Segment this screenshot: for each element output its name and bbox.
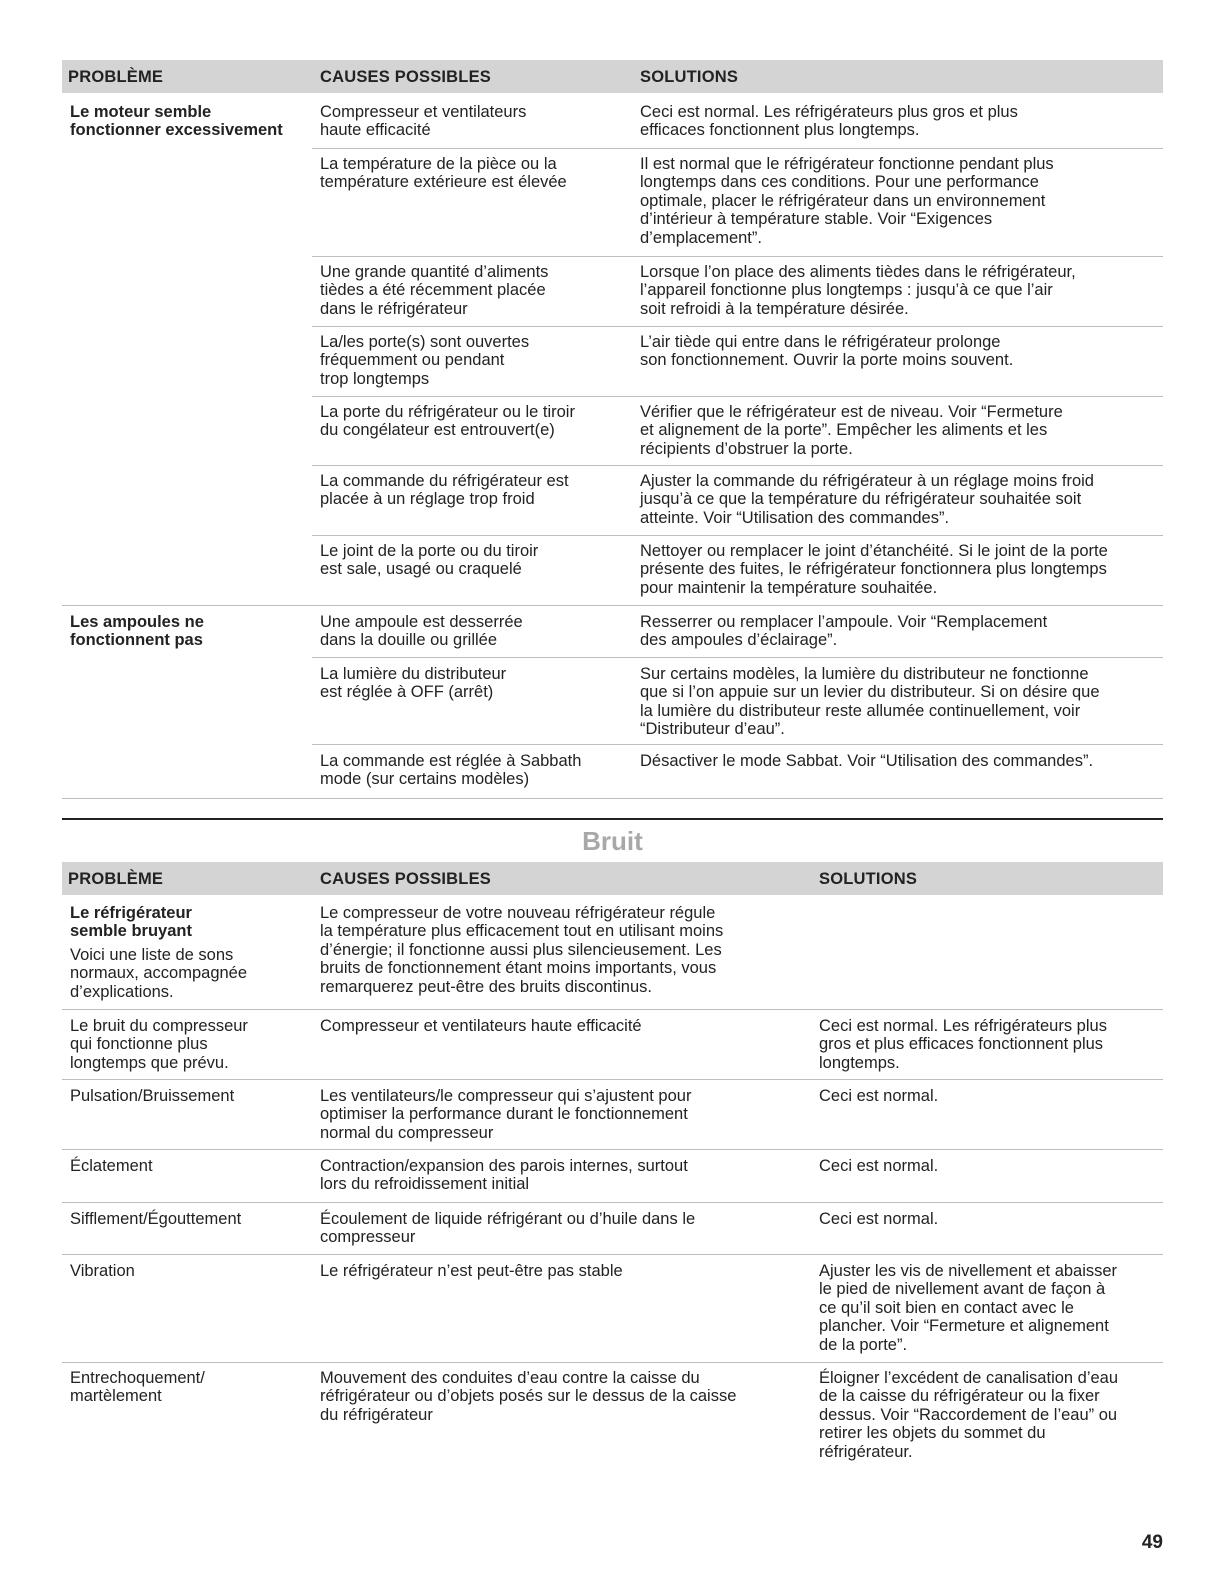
row-divider [62, 1362, 1163, 1363]
row-divider [62, 1254, 1163, 1255]
table-bottom-rule [62, 798, 1163, 799]
problem-cell: Entrechoquement/ martèlement [70, 1369, 205, 1406]
table-header [62, 862, 1163, 895]
solution-cell: Ceci est normal. [819, 1157, 939, 1175]
problem-noisy: Le réfrigérateur semble bruyant [70, 904, 192, 941]
solution-cell: Nettoyer ou remplacer le joint d’étanchéité. Si le joint de la porte présente des fuites, le réfrigérateur fonctionnera plus longtemps pour maintenir la température souhaitée. [640, 542, 1108, 597]
row-divider [312, 535, 1163, 536]
row-divider [62, 1079, 1163, 1080]
cause-cell: La/les porte(s) sont ouvertes fréquemment ou pendant trop longtemps [320, 333, 530, 388]
row-divider [312, 148, 1163, 149]
header-solutions: SOLUTIONS [819, 870, 918, 888]
solution-cell: Ceci est normal. [819, 1087, 939, 1105]
page-number: 49 [1141, 1532, 1163, 1553]
row-divider [312, 326, 1163, 327]
cause-cell: Écoulement de liquide réfrigérant ou d’huile dans le compresseur [320, 1210, 696, 1247]
problem-cell: Pulsation/Bruissement [70, 1087, 235, 1105]
table-noise [62, 862, 1163, 1482]
solution-cell: Éloigner l’excédent de canalisation d’eau de la caisse du réfrigérateur ou la fixer dessus. Voir “Raccordement de l’eau” ou retirer les objets du sommet du réfrigérateur. [819, 1369, 1119, 1461]
cause-cell: Les ventilateurs/le compresseur qui s’ajustent pour optimiser la performance durant le fonctionnement normal du compresseur [320, 1087, 692, 1142]
cause-cell: La commande est réglée à Sabbath mode (sur certains modèles) [320, 752, 582, 789]
problem-motor: Le moteur semble fonctionner excessivement [70, 103, 283, 140]
intro-cause: Le compresseur de votre nouveau réfrigérateur régule la température plus efficacement tout en utilisant moins d’énergie; il fonctionne aussi plus silencieusement. Les bruits de fonctionnement étant moins importants, vous remarquerez peut-être des bruits discontinus. [320, 904, 724, 996]
row-divider [312, 744, 1163, 745]
cause-cell: La porte du réfrigérateur ou le tiroir du congélateur est entrouvert(e) [320, 403, 575, 440]
problem-cell: Sifflement/Égouttement [70, 1210, 242, 1228]
header-causes: CAUSES POSSIBLES [320, 68, 491, 86]
cause-cell: Contraction/expansion des parois internes, surtout lors du refroidissement initial [320, 1157, 688, 1194]
solution-cell: Ceci est normal. Les réfrigérateurs plus gros et plus efficaces fonctionnent plus longtemps. [640, 103, 1018, 140]
solution-cell: Vérifier que le réfrigérateur est de niveau. Voir “Fermeture et alignement de la porte”. Empêcher les aliments et les récipients d’obstruer la porte. [640, 403, 1063, 458]
row-divider [312, 396, 1163, 397]
row-divider [62, 1009, 1163, 1010]
table-header [62, 60, 1163, 93]
solution-cell: Resserrer ou remplacer l’ampoule. Voir “Remplacement des ampoules d’éclairage”. [640, 613, 1048, 650]
problem-cell: Éclatement [70, 1157, 153, 1175]
solution-cell: Ajuster la commande du réfrigérateur à un réglage moins froid jusqu’à ce que la température du réfrigérateur souhaitée soit atteinte. Voir “Utilisation des commandes”. [640, 472, 1094, 527]
solution-cell: Ajuster les vis de nivellement et abaisser le pied de nivellement avant de façon à ce qu’il soit bien en contact avec le plancher. Voir “Fermeture et alignement de la porte”. [819, 1262, 1118, 1354]
row-divider [312, 465, 1163, 466]
header-problem: PROBLÈME [68, 870, 164, 888]
problem-cell: Le bruit du compresseur qui fonctionne plus longtemps que prévu. [70, 1017, 248, 1072]
cause-cell: Compresseur et ventilateurs haute efficacité [320, 103, 527, 140]
header-solutions: SOLUTIONS [640, 68, 739, 86]
solution-cell: L’air tiède qui entre dans le réfrigérateur prolonge son fonctionnement. Ouvrir la porte moins souvent. [640, 333, 1014, 370]
row-divider [312, 256, 1163, 257]
header-causes: CAUSES POSSIBLES [320, 870, 491, 888]
problem-lights: Les ampoules ne fonctionnent pas [70, 613, 204, 650]
solution-cell: Sur certains modèles, la lumière du distributeur ne fonctionne que si l’on appuie sur un levier du distributeur. Si on désire que la lumière du distributeur reste allumée continuellement, voir “Distributeur d’eau”. [640, 665, 1100, 739]
section-title: Bruit [582, 826, 643, 856]
cause-cell: Compresseur et ventilateurs haute efficacité [320, 1017, 642, 1035]
row-divider [62, 605, 1163, 606]
section-divider [62, 818, 1163, 820]
problem-cell: Vibration [70, 1262, 135, 1280]
row-divider [62, 1202, 1163, 1203]
cause-cell: La lumière du distributeur est réglée à OFF (arrêt) [320, 665, 507, 702]
solution-cell: Il est normal que le réfrigérateur fonctionne pendant plus longtemps dans ces conditions. Pour une performance optimale, placer le réfrigérateur dans un environnement d’intérieur à température stable. Voir “Exigences d’emplacement”. [640, 155, 1054, 247]
cause-cell: La température de la pièce ou la température extérieure est élevée [320, 155, 567, 192]
cause-cell: Une ampoule est desserrée dans la douille ou grillée [320, 613, 523, 650]
solution-cell: Ceci est normal. Les réfrigérateurs plus gros et plus efficaces fonctionnent plus longtemps. [819, 1017, 1107, 1072]
cause-cell: Une grande quantité d’aliments tièdes a été récemment placée dans le réfrigérateur [320, 263, 549, 318]
header-problem: PROBLÈME [68, 68, 164, 86]
cause-cell: Le joint de la porte ou du tiroir est sale, usagé ou craquelé [320, 542, 539, 579]
cause-cell: Le réfrigérateur n’est peut-être pas stable [320, 1262, 623, 1280]
problem-note: Voici une liste de sons normaux, accompagnée d’explications. [70, 946, 248, 1001]
solution-cell: Désactiver le mode Sabbat. Voir “Utilisation des commandes”. [640, 752, 1094, 770]
solution-cell: Lorsque l’on place des aliments tièdes dans le réfrigérateur, l’appareil fonctionne plus longtemps : jusqu’à ce que l’air soit refroidi à la température désirée. [640, 263, 1076, 318]
row-divider [312, 657, 1163, 658]
table-motor-lights [62, 60, 1163, 805]
solution-cell: Ceci est normal. [819, 1210, 939, 1228]
cause-cell: La commande du réfrigérateur est placée à un réglage trop froid [320, 472, 569, 509]
cause-cell: Mouvement des conduites d’eau contre la caisse du réfrigérateur ou d’objets posés sur le dessus de la caisse du réfrigérateur [320, 1369, 737, 1424]
row-divider [62, 1149, 1163, 1150]
